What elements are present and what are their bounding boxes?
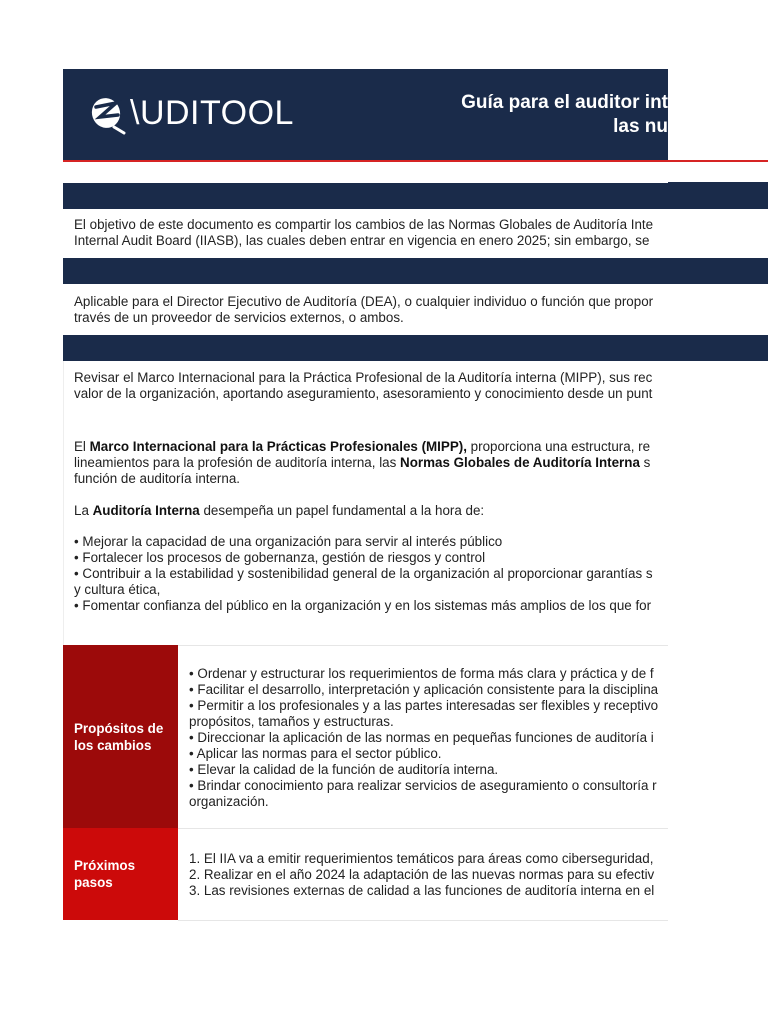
row-divider	[178, 920, 668, 921]
desarrollo-bullets	[74, 534, 668, 614]
bullet-item: • Fomentar confianza del público en la organización y en los sistemas más amplios de los que for	[74, 598, 652, 613]
propositos-label-cell	[63, 645, 178, 828]
desarrollo-intro-line: valor de la organización, aportando aseguramiento, asesoramiento y conocimiento desde un punt	[74, 386, 653, 401]
section-bar-desarrollo	[63, 335, 768, 361]
proposito-item: • Elevar la calidad de la función de auditoría interna.	[189, 762, 499, 777]
proposito-item: • Brindar conocimiento para realizar servicios de aseguramiento o consultoría r	[189, 778, 657, 793]
section-bar-objetivo	[63, 183, 768, 209]
alcance-line: Aplicable para el Director Ejecutivo de Auditoría (DEA), o cualquier individuo o función que propor	[74, 294, 654, 309]
section-bar-alcance	[63, 258, 768, 284]
proposito-item: • Ordenar y estructurar los requerimientos de forma más clara y práctica y de f	[189, 666, 654, 681]
bullet-item: • Contribuir a la estabilidad y sostenibilidad general de la organización al proporcionar garantías s	[74, 566, 653, 581]
proposito-item: • Direccionar la aplicación de las normas en pequeñas funciones de auditoría i	[189, 730, 654, 745]
objetivo-line: Internal Audit Board (IIASB), las cuales deben entrar en vigencia en enero 2025; sin embargo, se	[74, 233, 650, 248]
proposito-item: • Facilitar el desarrollo, interpretación y aplicación consistente para la disciplina	[189, 682, 659, 697]
document-title	[363, 91, 668, 139]
header-red-rule	[63, 160, 768, 162]
title-line-1: Guía para el auditor int	[461, 92, 668, 113]
propositos-label: Propósitos de los cambios	[74, 720, 164, 753]
auditoria-interna-term: Auditoría Interna	[92, 503, 200, 518]
proposito-item: • Aplicar las normas para el sector público.	[189, 746, 442, 761]
logo-wordmark: \UDITOOL	[130, 94, 294, 132]
paso-item: 2. Realizar en el año 2024 la adaptación de las nuevas normas para su efectiv	[189, 867, 655, 882]
paso-item: 3. Las revisiones externas de calidad a las funciones de auditoría interna en el	[189, 883, 655, 898]
auditool-logo	[90, 93, 294, 137]
auditoria-interna-paragraph: La Auditoría Interna desempeña un papel fundamental a la hora de:	[74, 503, 485, 518]
proximos-label-cell	[63, 828, 178, 920]
header-banner	[63, 69, 668, 160]
mipp-term: Marco Internacional para la Prácticas Profesionales (MIPP),	[89, 439, 467, 454]
proximos-content	[189, 851, 679, 899]
desarrollo-intro	[74, 370, 668, 402]
alcance-line: través de un proveedor de servicios externos, o ambos.	[74, 310, 404, 325]
mipp-paragraph: El Marco Internacional para la Prácticas Profesionales (MIPP), proporciona una estructura, re lineamientos para la profesión de auditoría interna, las Normas Globales de Auditoría Interna s función de auditoría interna.	[74, 439, 651, 486]
alcance-text	[74, 294, 668, 326]
desarrollo-intro-line: Revisar el Marco Internacional para la Práctica Profesional de la Auditoría interna (MIPP), sus rec	[74, 370, 653, 385]
row-divider	[178, 828, 668, 829]
propositos-content	[189, 666, 679, 810]
document-sheet	[63, 69, 768, 929]
auditool-logo-icon	[90, 93, 130, 137]
proposito-item: propósitos, tamaños y estructuras.	[189, 714, 394, 729]
normas-term: Normas Globales de Auditoría Interna	[400, 455, 640, 470]
paso-item: 1. El IIA va a emitir requerimientos temáticos para áreas como ciberseguridad,	[189, 851, 654, 866]
title-line-2: las nu	[613, 116, 668, 137]
objetivo-line: El objetivo de este documento es compartir los cambios de las Normas Globales de Auditoría Inte	[74, 217, 654, 232]
proximos-label: Próximos pasos	[74, 858, 136, 890]
objetivo-text	[74, 217, 668, 249]
bullet-item: • Fortalecer los procesos de gobernanza, gestión de riesgos y control	[74, 550, 486, 565]
bullet-item: • Mejorar la capacidad de una organización para servir al interés público	[74, 534, 503, 549]
proposito-item: • Permitir a los profesionales y a las partes interesadas ser flexibles y receptivo	[189, 698, 659, 713]
cell-border-left	[63, 361, 64, 645]
bullet-item: y cultura ética,	[74, 582, 161, 597]
proposito-item: organización.	[189, 794, 269, 809]
